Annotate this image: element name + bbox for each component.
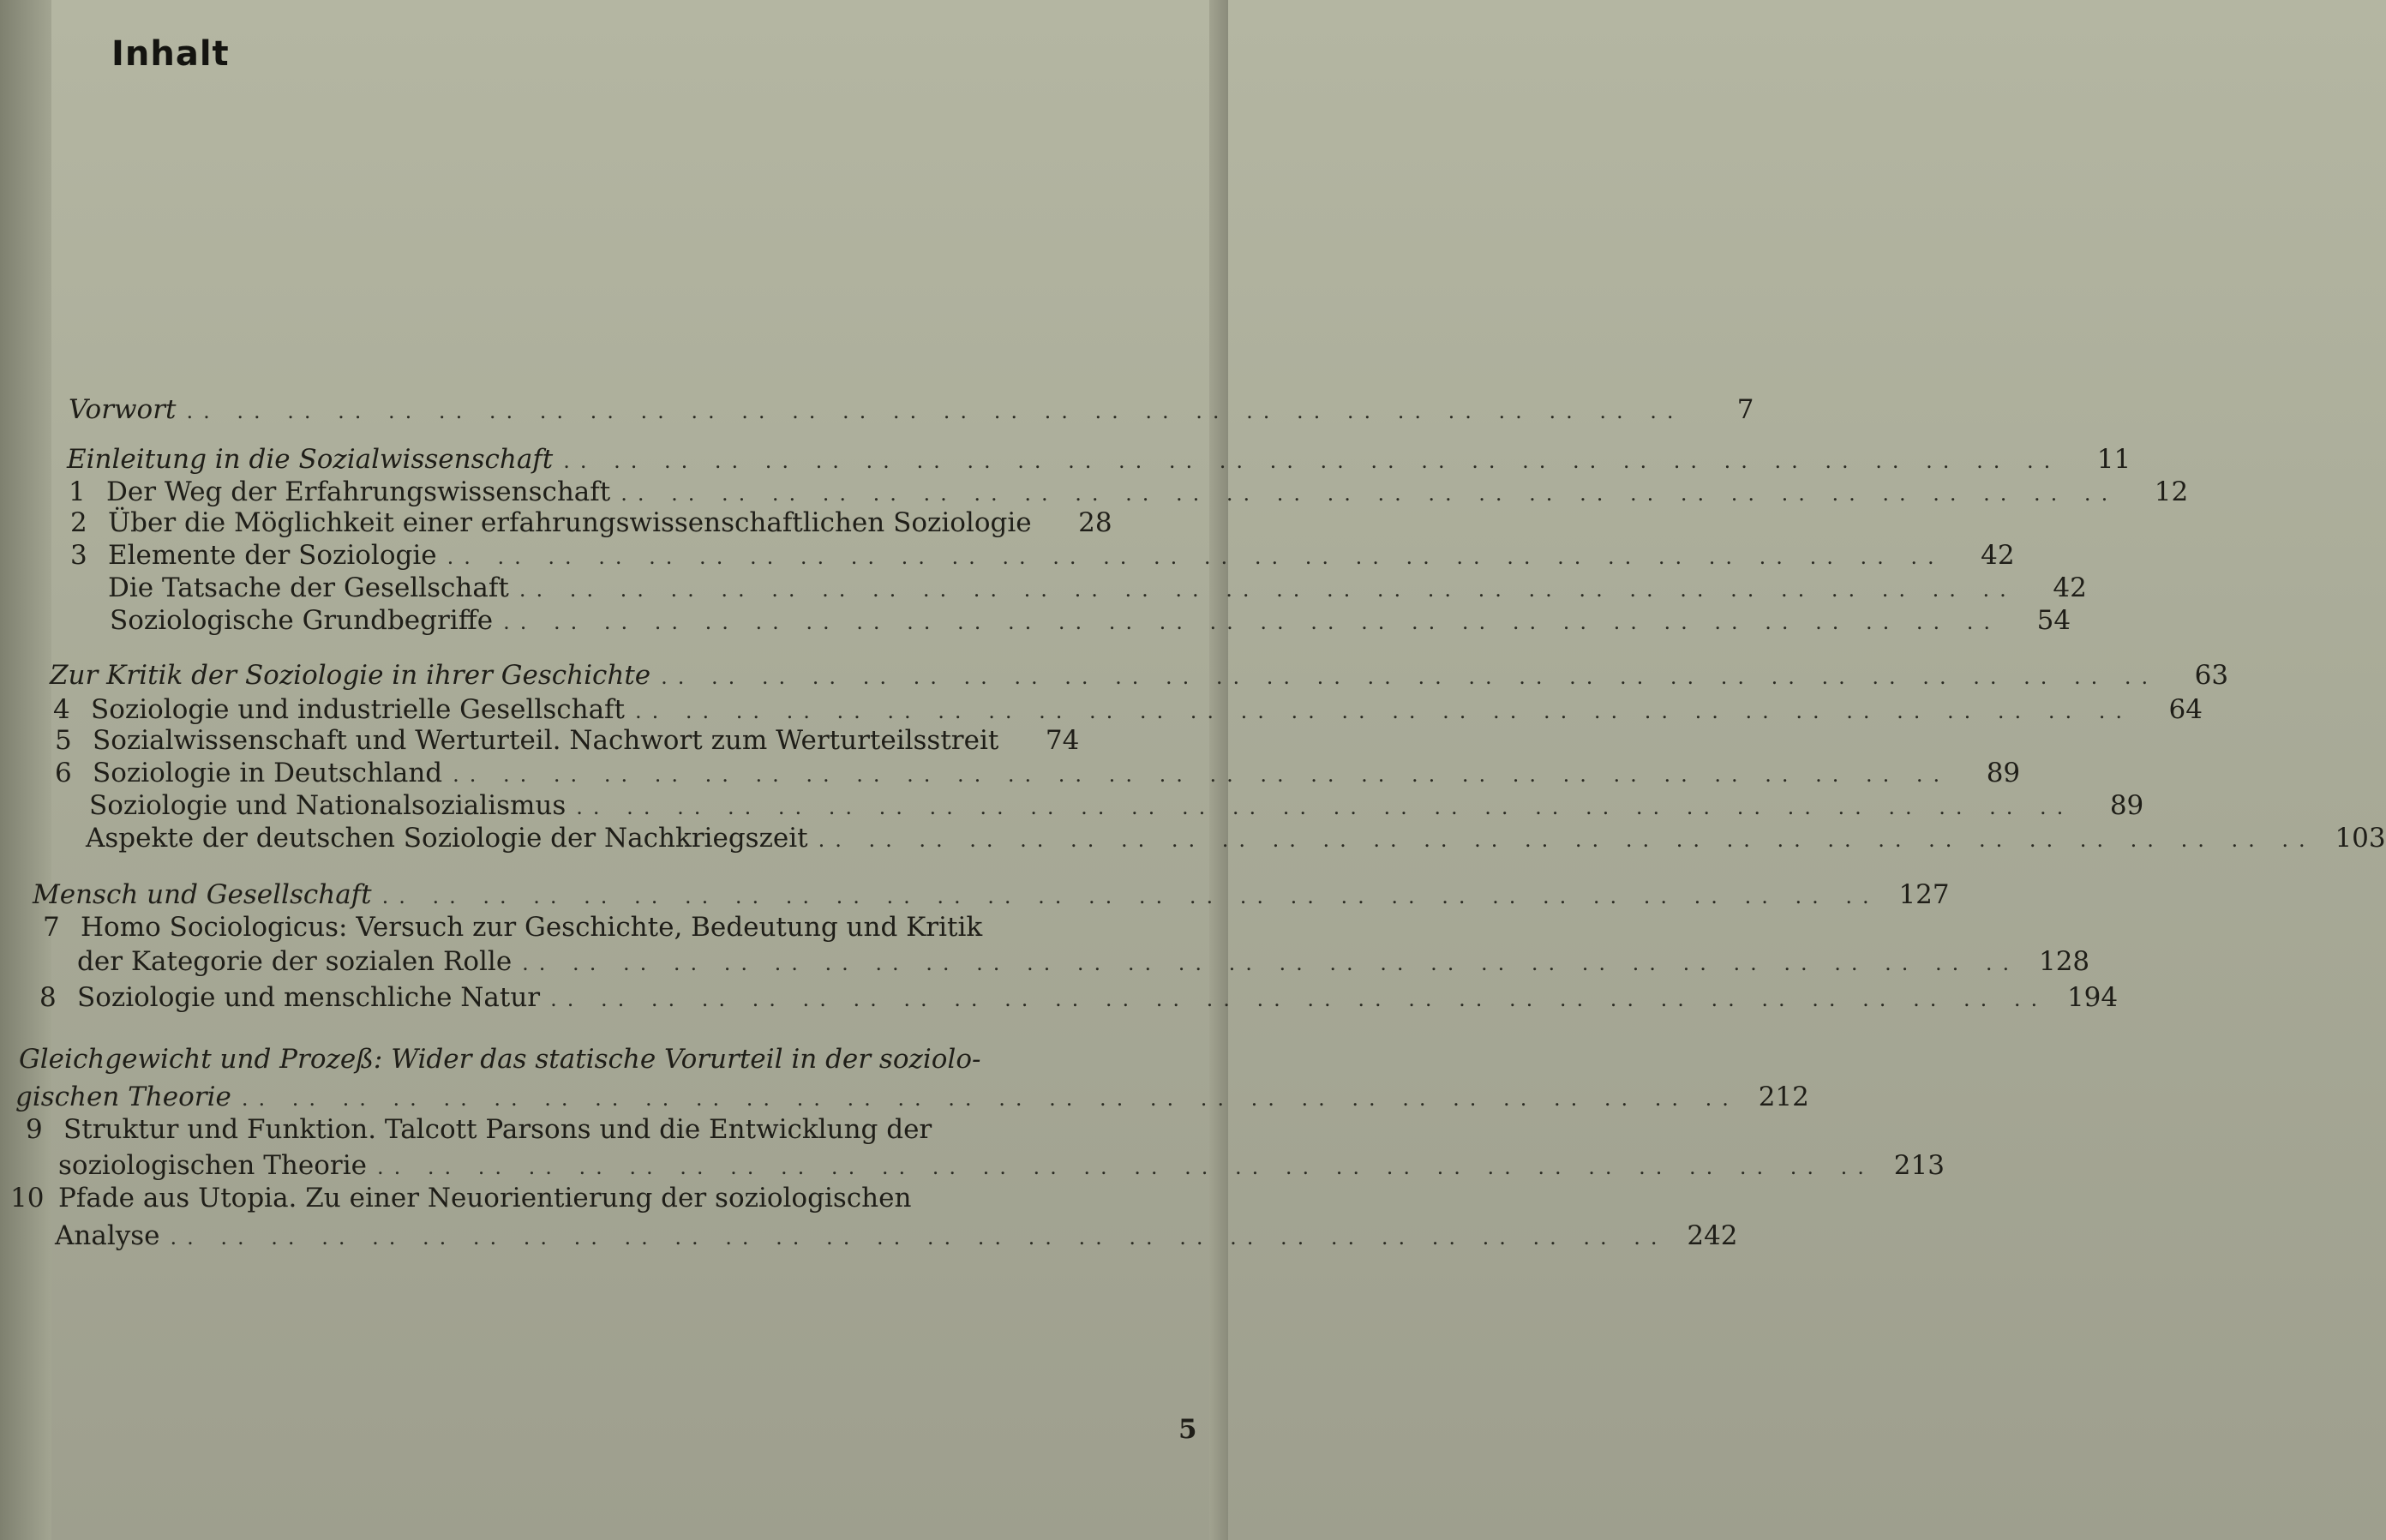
- chapter-line: [43, 912, 982, 943]
- chapter-number: 8: [39, 982, 57, 1013]
- subsection-title: Soziologische Grundbegriffe: [110, 605, 494, 636]
- toc-entry-vorwort[interactable]: [69, 394, 1754, 425]
- chapter-title-line1: Pfade aus Utopia. Zu einer Neuorientierung der soziologischen: [58, 1183, 912, 1213]
- chapter-number: 6: [55, 758, 72, 788]
- chapter-title: Über die Möglichkeit einer erfahrungswissenschaftlichen Soziologie: [108, 507, 1032, 538]
- chapter-line: [58, 1150, 1945, 1181]
- chapter-title: Der Weg der Erfahrungswissenschaft: [106, 476, 611, 507]
- chapter-line: [10, 1183, 911, 1213]
- leader-dots: [171, 1225, 1668, 1249]
- toc-chapter-5[interactable]: [55, 725, 1080, 756]
- toc-part-page: 63: [2194, 660, 2229, 691]
- subsection-title: Die Tatsache der Gesellschaft: [108, 572, 509, 603]
- chapter-page: 64: [2168, 694, 2203, 725]
- chapter-title: Soziologie und industrielle Gesellschaft: [91, 694, 625, 725]
- toc-part-title-line1: Gleichgewicht und Prozeß: Wider das statische Vorurteil in der soziolo-: [19, 1044, 981, 1075]
- chapter-number: 7: [43, 912, 60, 943]
- chapter-number: 10: [10, 1183, 45, 1213]
- subsection-title: Aspekte der deutschen Soziologie der Nachkriegszeit: [86, 823, 808, 854]
- chapter-line: [55, 1220, 1738, 1251]
- toc-chapter-3[interactable]: [70, 540, 2015, 571]
- leader-dots: [576, 795, 2073, 819]
- chapter-title-line1: Homo Sociologicus: Versuch zur Geschichte, Bedeutung und Kritik: [81, 912, 983, 943]
- toc-part-title: Mensch und Gesellschaft: [33, 879, 372, 910]
- toc-chapter-1[interactable]: [69, 476, 2189, 507]
- chapter-page: 74: [1045, 725, 1080, 756]
- leader-dots: [635, 699, 2132, 723]
- leader-dots: [377, 1155, 1874, 1179]
- subsection-page: 54: [2036, 605, 2071, 636]
- chapter-line: [77, 946, 2090, 977]
- toc-entry-page: 7: [1736, 394, 1754, 425]
- toc-part-page: 11: [2096, 444, 2131, 475]
- toc-part-title: Zur Kritik der Soziologie in ihrer Geschichte: [50, 660, 651, 691]
- leader-dots: [453, 763, 1950, 787]
- chapter-title-line1: Struktur und Funktion. Talcott Parsons und die Entwicklung der: [63, 1114, 932, 1145]
- chapter-title: Soziologie in Deutschland: [93, 758, 443, 788]
- page-title: Inhalt: [111, 34, 230, 74]
- chapter-page: 242: [1687, 1220, 1738, 1251]
- toc-part-line: [15, 1082, 1809, 1112]
- toc-part-page: 127: [1898, 879, 1950, 910]
- leader-dots: [522, 951, 2019, 975]
- leader-dots: [242, 1087, 1739, 1111]
- chapter-page: 28: [1078, 507, 1112, 538]
- toc-chapter-6[interactable]: [55, 758, 2021, 788]
- leader-dots: [503, 610, 2000, 634]
- toc-part-kritik[interactable]: [50, 660, 2229, 691]
- chapter-title-line2: der Kategorie der sozialen Rolle: [77, 946, 513, 977]
- chapter-title: Elemente der Soziologie: [108, 540, 437, 571]
- chapter-page: 12: [2154, 476, 2189, 507]
- subsection-page: 103: [2335, 823, 2386, 854]
- toc-subsection[interactable]: [48, 823, 2386, 854]
- chapter-title-line2: soziologischen Theorie: [58, 1150, 367, 1181]
- toc-subsection[interactable]: [70, 572, 2087, 603]
- leader-dots: [661, 665, 2158, 689]
- toc-chapter-2[interactable]: [70, 507, 1112, 538]
- page-number: 5: [1178, 1414, 1197, 1445]
- chapter-number: 2: [70, 507, 87, 538]
- toc-part-title: Einleitung in die Sozialwissenschaft: [67, 444, 554, 475]
- leader-dots: [382, 884, 1879, 908]
- chapter-title: Sozialwissenschaft und Werturteil. Nachwort zum Werturteilsstreit: [93, 725, 999, 756]
- toc-part-page: 212: [1758, 1082, 1809, 1112]
- toc-chapter-4[interactable]: [53, 694, 2203, 725]
- subsection-page: 42: [2053, 572, 2087, 603]
- leader-dots: [187, 399, 1684, 423]
- toc-entry-title: Vorwort: [69, 394, 177, 425]
- chapter-title: Soziologie und menschliche Natur: [77, 982, 541, 1013]
- toc-part-einleitung[interactable]: [67, 444, 2131, 475]
- chapter-page: 194: [2066, 982, 2119, 1013]
- toc-subsection[interactable]: [51, 790, 2144, 821]
- chapter-number: 4: [53, 694, 70, 725]
- toc-subsection[interactable]: [72, 605, 2071, 636]
- leader-dots: [447, 545, 1945, 569]
- chapter-title-line2: Analyse: [55, 1220, 160, 1251]
- chapter-page: 89: [1986, 758, 2021, 788]
- chapter-page: 42: [1981, 540, 2015, 571]
- subsection-title: Soziologie und Nationalsozialismus: [89, 790, 567, 821]
- chapter-number: 5: [55, 725, 72, 756]
- chapter-page: 213: [1893, 1150, 1945, 1181]
- subsection-page: 89: [2109, 790, 2144, 821]
- toc-part-title-line2: gischen Theorie: [15, 1082, 231, 1112]
- chapter-page: 128: [2038, 946, 2090, 977]
- chapter-line: [26, 1114, 932, 1145]
- chapter-number: 3: [70, 540, 87, 571]
- toc-part-mensch[interactable]: [33, 879, 1950, 910]
- toc-chapter-8[interactable]: [39, 982, 2119, 1013]
- leader-dots: [519, 578, 2017, 602]
- leader-dots: [550, 987, 2047, 1011]
- chapter-number: 1: [69, 476, 86, 507]
- leader-dots: [620, 482, 2118, 506]
- chapter-number: 9: [26, 1114, 43, 1145]
- leader-dots: [563, 449, 2060, 473]
- leader-dots: [818, 828, 2316, 852]
